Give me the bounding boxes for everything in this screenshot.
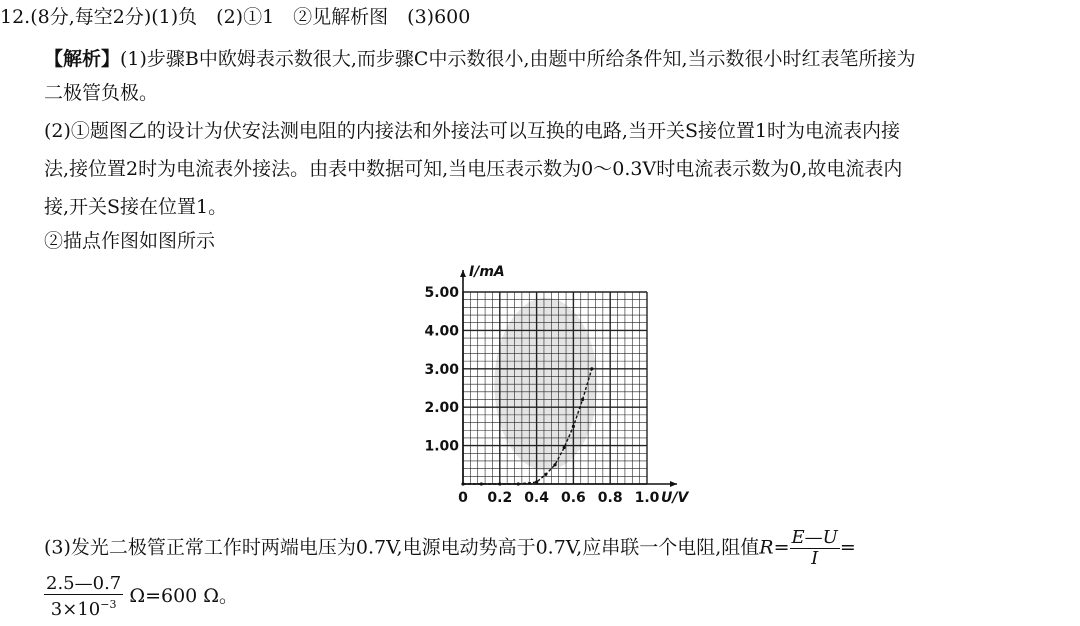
data-point bbox=[517, 482, 520, 485]
analysis-p1-line1 bbox=[44, 46, 916, 72]
y-tick-label: 1.00 bbox=[424, 438, 459, 455]
x-tick-label: 0 bbox=[458, 490, 468, 506]
y-tick-label: 3.00 bbox=[424, 361, 459, 378]
y-axis-label: I/mA bbox=[469, 264, 505, 280]
analysis-p2-line4: ②描点作图如图所示 bbox=[44, 230, 216, 252]
y-axis-arrow bbox=[460, 270, 466, 277]
x-tick-label: 0.2 bbox=[487, 490, 513, 506]
x-axis-arrow bbox=[670, 481, 677, 487]
y-tick-label: 2.00 bbox=[424, 400, 459, 417]
x-tick-label: 0.4 bbox=[524, 490, 550, 506]
formula-denominator: I bbox=[811, 548, 819, 569]
data-point bbox=[581, 398, 584, 401]
x-tick-label: 0.6 bbox=[560, 490, 586, 506]
data-point bbox=[535, 480, 538, 483]
data-point bbox=[544, 473, 547, 476]
data-point bbox=[590, 367, 593, 370]
calc-den-base: 3×10 bbox=[50, 599, 101, 620]
calc-fraction bbox=[44, 574, 123, 620]
calc-denominator bbox=[44, 595, 123, 620]
answer-header: 12.(8分,每空2分)(1)负 (2)①1 ②见解析图 (3)600 bbox=[0, 6, 471, 28]
analysis-tag: 【解析】 bbox=[44, 48, 121, 70]
y-tick-label: 4.00 bbox=[424, 323, 459, 340]
x-tick-label: 0.8 bbox=[597, 490, 623, 506]
analysis-p3-line1 bbox=[44, 528, 856, 569]
calc-numerator: 2.5—0.7 bbox=[46, 573, 122, 594]
calc-den-exp: −3 bbox=[100, 598, 117, 611]
data-point bbox=[498, 482, 501, 485]
data-point bbox=[563, 446, 566, 449]
analysis-p1-text-a: (1)步骤B中欧姆表示数很大,而步骤C中示数很小,由题中所给条件知,当示数很小时红表笔所接为 bbox=[120, 48, 916, 70]
y-tick-label: 5.00 bbox=[424, 285, 459, 301]
analysis-p2-line3: 接,开关S接在位置1。 bbox=[44, 196, 228, 218]
x-tick-label: 1.0 bbox=[634, 490, 660, 506]
x-axis-label: U/V bbox=[661, 490, 689, 506]
analysis-p1-line2: 二极管负极。 bbox=[44, 82, 159, 104]
formula-numerator: E—U bbox=[791, 527, 838, 548]
analysis-p3-text: (3)发光二极管正常工作时两端电压为0.7V,电源电动势高于0.7V,应串联一个电阻,阻值 bbox=[44, 536, 760, 559]
calc-result: Ω=600 Ω。 bbox=[129, 585, 239, 607]
data-point bbox=[572, 425, 575, 428]
analysis-p3-line2 bbox=[44, 574, 238, 620]
iv-curve-chart bbox=[405, 258, 705, 508]
data-point bbox=[461, 482, 464, 485]
formula-fraction bbox=[790, 528, 840, 569]
analysis-p2-line2: 法,接位置2时为电流表外接法。由表中数据可知,当电压表示数为0～0.3V时电流表示数为0,故电流表内 bbox=[44, 158, 903, 180]
analysis-p2-line1: (2)①题图乙的设计为伏安法测电阻的内接法和外接法可以互换的电路,当开关S接位置1时为电流表内接 bbox=[44, 120, 901, 142]
data-point bbox=[553, 463, 556, 466]
data-point bbox=[480, 482, 483, 485]
formula-r: R= bbox=[759, 536, 790, 559]
formula-equals: = bbox=[839, 536, 856, 559]
